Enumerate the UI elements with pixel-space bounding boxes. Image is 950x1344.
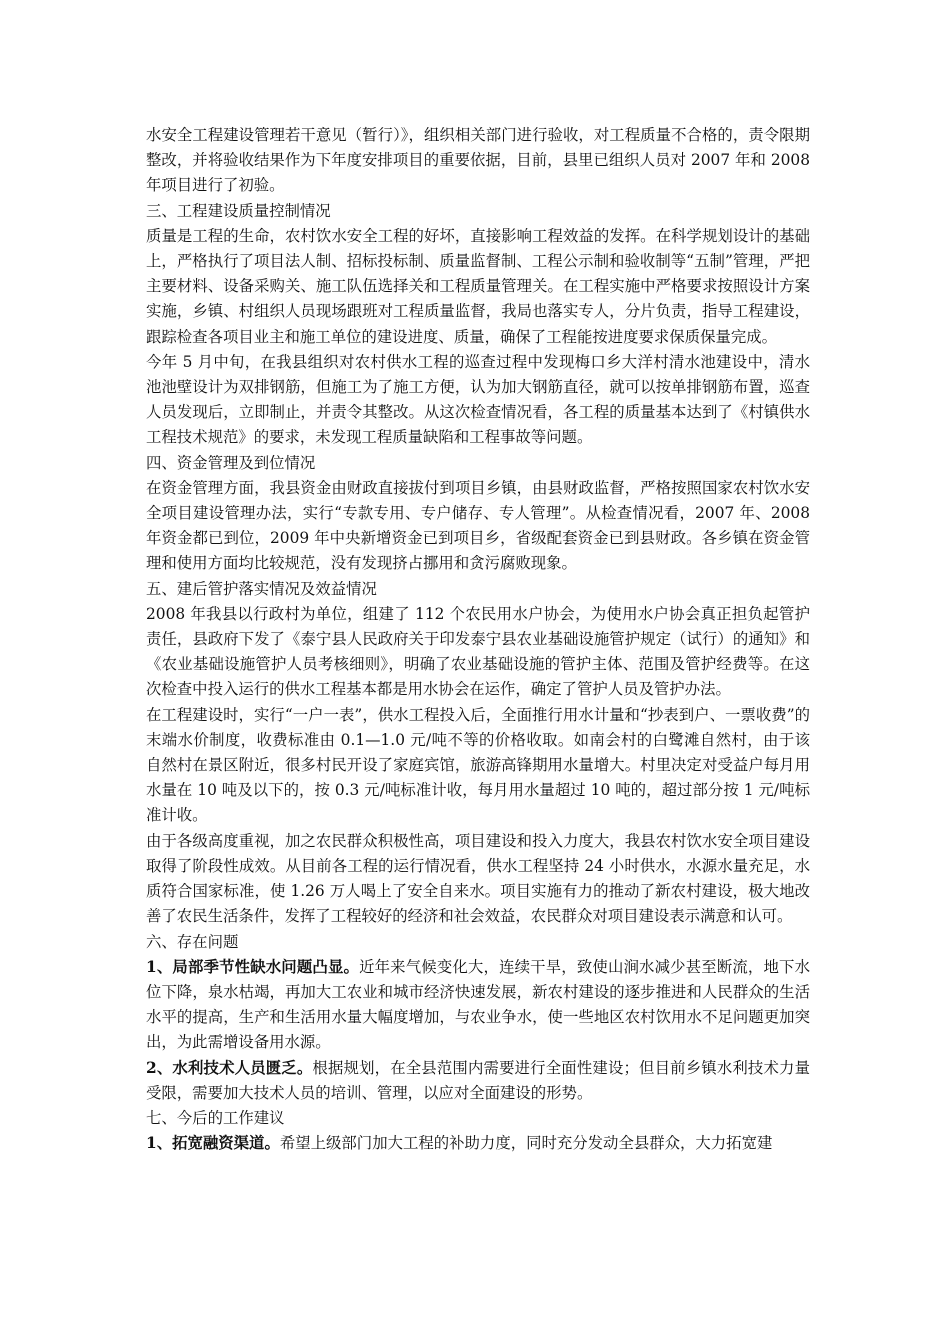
- issue-2-text: 根据规划，在全县范围内需要进行全面性建设；但目前乡镇水利技术力量受限，需要加大技术人员的培训、管理，以应对全面建设的形势。: [146, 1058, 810, 1102]
- paragraph-intro: 水安全工程建设管理若干意见（暂行）》，组织相关部门进行验收，对工程质量不合格的，责令限期整改，并将验收结果作为下年度安排项目的重要依据，目前，县里已组织人员对 2007 年和 2008 年项目进行了初验。: [146, 126, 810, 195]
- document-body: [146, 123, 810, 1156]
- paragraph-inspection: 今年 5 月中旬，在我县组织对农村供水工程的巡查过程中发现梅口乡大洋村清水池建设中，清水池池壁设计为双排钢筋，但施工为了施工方便，认为加大钢筋直径，就可以按单排钢筋布置，巡查人员发现后，立即制止，并责令其整改。从这次检查情况看，各工程的质量基本达到了《村镇供水工程技术规范》的要求，未发现工程质量缺陷和工程事故等问题。: [146, 352, 810, 447]
- issue-2-lead: 2、水利技术人员匮乏。: [146, 1058, 313, 1077]
- issue-1-text: 近年来气候变化大，连续干旱，致使山涧水减少甚至断流，地下水位下降，泉水枯竭，再加大工农业和城市经济快速发展，新农村建设的逐步推进和人民群众的生活水平的提高，生产和生活用水量大幅度增加，与农业争水，使一些地区农村饮用水不足问题更加突出，为此需增设备用水源。: [146, 957, 810, 1052]
- paragraph-suggestion-1: [146, 1131, 810, 1156]
- paragraph-issue-2: [146, 1056, 810, 1106]
- section-heading-3: 三、工程建设质量控制情况: [146, 201, 331, 220]
- paragraph-water-pricing: 在工程建设时，实行“一户一表”，供水工程投入后，全面推行用水计量和“抄表到户、一票收费”的末端水价制度，收费标准由 0.1—1.0 元/吨不等的价格收取。如南会村的白鹭滩自然村，由于该自然村在景区附近，很多村民开设了家庭宾馆，旅游高锋期用水量增大。村里决定对受益户每月用水量在 10 吨及以下的，按 0.3 元/吨标准计收，每月用水量超过 10 吨的，超过部分按 1 元/吨标准计收。: [146, 705, 810, 825]
- section-heading-5: 五、建后管护落实情况及效益情况: [146, 579, 377, 598]
- paragraph-benefits: 由于各级高度重视，加之农民群众积极性高，项目建设和投入力度大，我县农村饮水安全项目建设取得了阶段性成效。从目前各工程的运行情况看，供水工程坚持 24 小时供水，水源水量充足，水质符合国家标准，使 1.26 万人喝上了安全自来水。项目实施有力的推动了新农村建设，极大地改善了农民生活条件，发挥了工程较好的经济和社会效益，农民群众对项目建设表示满意和认可。: [146, 831, 810, 926]
- section-heading-6: 六、存在问题: [146, 932, 239, 951]
- paragraph-quality-control: 质量是工程的生命，农村饮水安全工程的好坏，直接影响工程效益的发挥。在科学规划设计的基础上，严格执行了项目法人制、招标投标制、质量监督制、工程公示制和验收制等“五制”管理，严把主要材料、设备采购关、施工队伍选择关和工程质量管理关。在工程实施中严格要求按照设计方案实施，乡镇、村组织人员现场跟班对工程质量监督，我局也落实专人，分片负责，指导工程建设，跟踪检查各项目业主和施工单位的建设进度、质量，确保了工程能按进度要求保质保量完成。: [146, 226, 810, 346]
- section-heading-4: 四、资金管理及到位情况: [146, 453, 316, 472]
- section-heading-7: 七、今后的工作建议: [146, 1108, 285, 1127]
- suggestion-1-lead: 1、拓宽融资渠道。: [146, 1134, 280, 1153]
- suggestion-1-text: 希望上级部门加大工程的补助力度，同时充分发动全县群众，大力拓宽建: [279, 1134, 773, 1153]
- paragraph-issue-1: [146, 955, 810, 1056]
- paragraph-funds: 在资金管理方面，我县资金由财政直接拔付到项目乡镇，由县财政监督，严格按照国家农村饮水安全项目建设管理办法，实行“专款专用、专户储存、专人管理”。从检查情况看，2007 年、2008 年资金都已到位，2009 年中央新增资金已到项目乡，省级配套资金已到县财政。各乡镇在资金管理和使用方面均比较规范，没有发现挤占挪用和贪污腐败现象。: [146, 478, 810, 573]
- issue-1-lead: 1、局部季节性缺水问题凸显。: [146, 957, 360, 976]
- paragraph-maintenance: 2008 年我县以行政村为单位，组建了 112 个农民用水户协会，为使用水户协会真正担负起管护责任，县政府下发了《泰宁县人民政府关于印发泰宁县农业基础设施管护规定（试行）的通知》和《农业基础设施管护人员考核细则》，明确了农业基础设施的管护主体、范围及管护经费等。在这次检查中投入运行的供水工程基本都是用水协会在运作，确定了管护人员及管护办法。: [146, 604, 810, 699]
